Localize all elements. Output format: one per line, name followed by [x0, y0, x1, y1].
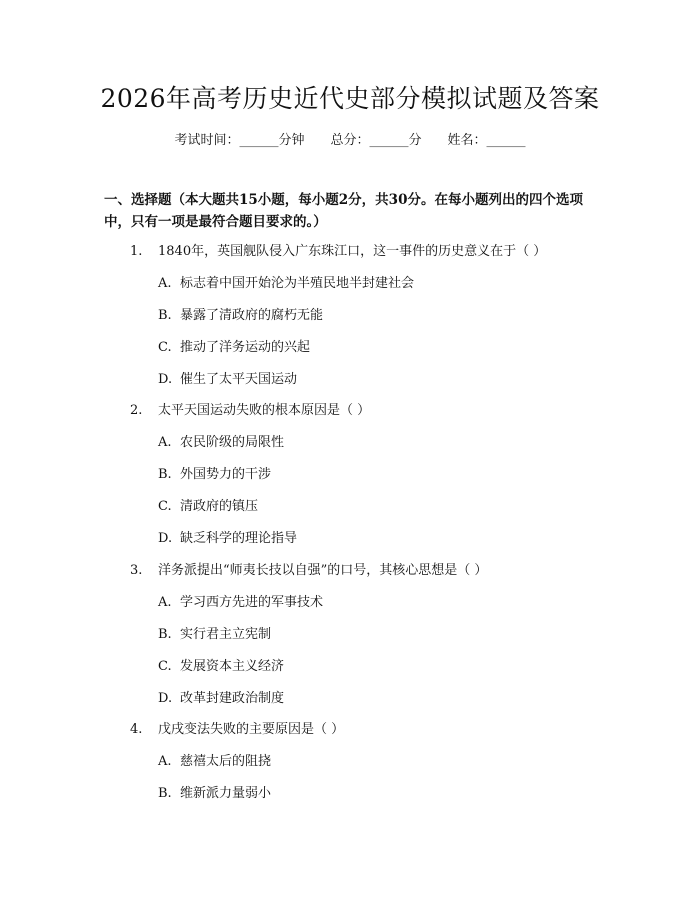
option-letter: C. — [158, 659, 172, 674]
option-letter: D. — [158, 531, 173, 546]
option-letter: B. — [158, 467, 172, 482]
question-1-option-c — [158, 339, 310, 357]
option-text: 催生了太平天国运动 — [180, 372, 298, 387]
option-text: 推动了洋务运动的兴起 — [180, 340, 311, 355]
exam-info — [0, 132, 700, 150]
question-text: 戊戌变法失败的主要原因是（ ） — [158, 722, 345, 737]
exam-time: 考试时间：______分钟 — [174, 133, 305, 148]
page-title: 2026年高考历史近代史部分模拟试题及答案 — [100, 84, 600, 113]
option-text: 缺乏科学的理论指导 — [180, 531, 298, 546]
question-1-option-a — [158, 275, 414, 293]
question-text: 洋务派提出“师夷长技以自强”的口号，其核心思想是（ ） — [158, 563, 488, 578]
option-text: 学习西方先进的军事技术 — [180, 595, 324, 610]
question-text: 1840年，英国舰队侵入广东珠江口，这一事件的历史意义在于（ ） — [158, 244, 547, 259]
question-number: 1. — [130, 244, 143, 259]
question-1 — [130, 243, 546, 261]
option-letter: A. — [158, 276, 172, 291]
option-text: 暴露了清政府的腐朽无能 — [180, 308, 324, 323]
question-text: 太平天国运动失败的根本原因是（ ） — [158, 403, 371, 418]
question-4 — [130, 721, 344, 739]
question-3-option-a — [158, 594, 323, 612]
question-1-option-b — [158, 307, 323, 325]
option-letter: B. — [158, 627, 172, 642]
question-number: 2. — [130, 403, 143, 418]
question-number: 3. — [130, 563, 143, 578]
option-letter: A. — [158, 595, 172, 610]
question-2-option-c — [158, 498, 258, 516]
question-1-option-d — [158, 371, 297, 389]
option-text: 实行君主立宪制 — [180, 627, 272, 642]
question-3-option-b — [158, 626, 271, 644]
question-2-option-d — [158, 530, 297, 548]
option-letter: D. — [158, 691, 173, 706]
question-3-option-c — [158, 658, 284, 676]
question-4-option-a — [158, 753, 271, 771]
option-text: 清政府的镇压 — [180, 499, 259, 514]
section-heading: 一、选择题（本大题共15小题，每小题2分，共30分。在每小题列出的四个选项中，只有一项是最符合题目要求的。） — [104, 192, 583, 230]
option-text: 慈禧太后的阻挠 — [180, 754, 272, 769]
question-3 — [130, 562, 487, 580]
option-letter: B. — [158, 786, 172, 801]
option-letter: A. — [158, 754, 172, 769]
option-text: 标志着中国开始沦为半殖民地半封建社会 — [180, 276, 415, 291]
option-text: 发展资本主义经济 — [180, 659, 285, 674]
question-2-option-b — [158, 466, 271, 484]
option-letter: B. — [158, 308, 172, 323]
option-letter: A. — [158, 435, 172, 450]
question-number: 4. — [130, 722, 143, 737]
question-2-option-a — [158, 434, 284, 452]
option-text: 改革封建政治制度 — [180, 691, 285, 706]
question-2 — [130, 402, 370, 420]
option-letter: C. — [158, 499, 172, 514]
option-text: 维新派力量弱小 — [180, 786, 272, 801]
option-letter: C. — [158, 340, 172, 355]
question-4-option-b — [158, 785, 271, 803]
option-letter: D. — [158, 372, 173, 387]
question-3-option-d — [158, 690, 284, 708]
exam-total-score: 总分：______分 — [330, 133, 422, 148]
option-text: 外国势力的干涉 — [180, 467, 272, 482]
option-text: 农民阶级的局限性 — [180, 435, 285, 450]
exam-name: 姓名：______ — [447, 133, 526, 148]
